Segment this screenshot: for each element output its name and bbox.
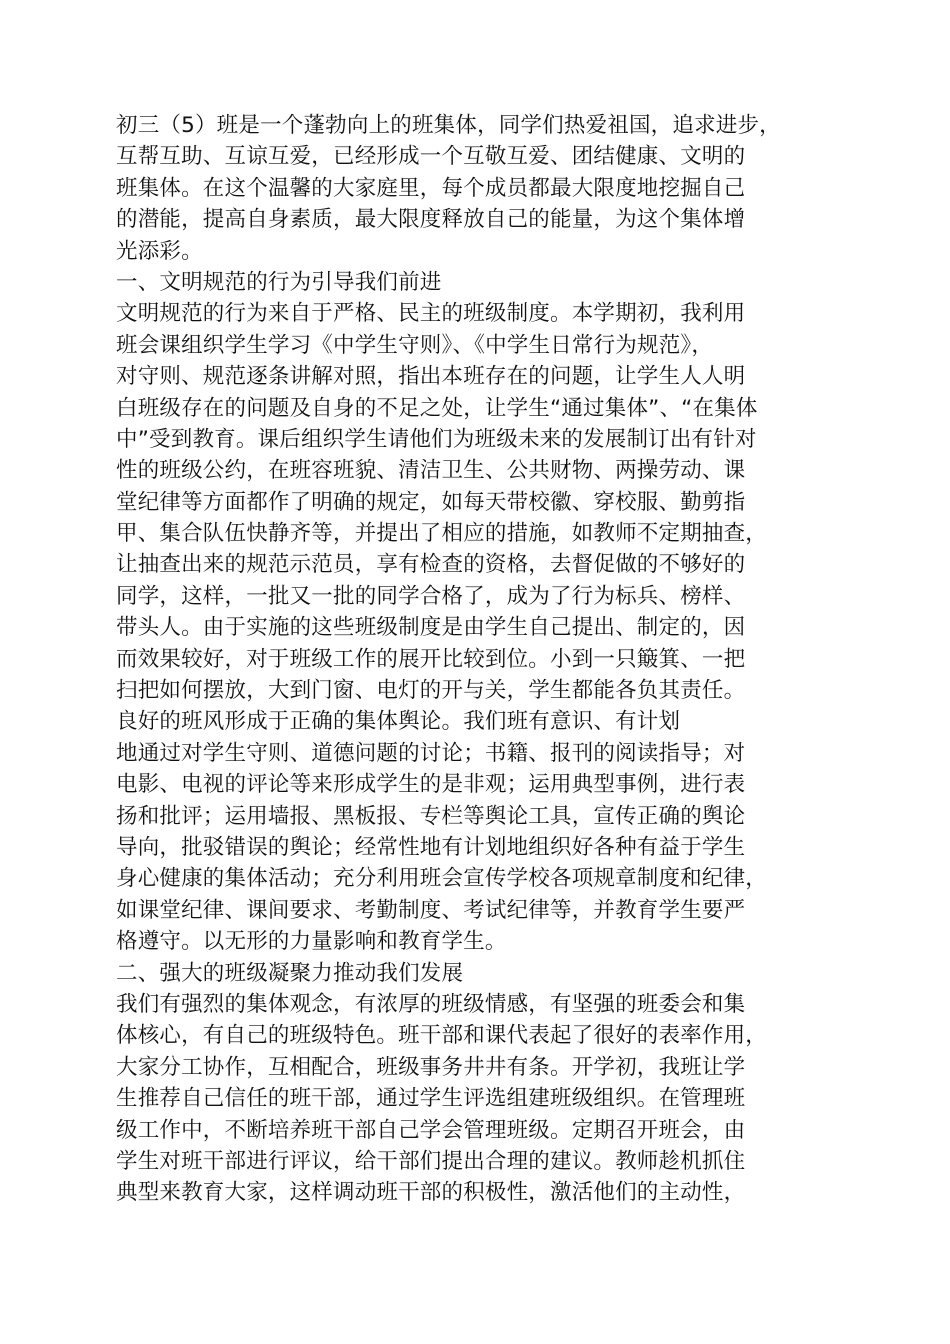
text-line: 光添彩。: [116, 238, 203, 264]
text-line: 甲、集合队伍快静齐等，并提出了相应的措施，如教师不定期抽查，: [116, 521, 768, 547]
text-line: 大家分工协作，互相配合，班级事务井井有条。开学初，我班让学: [116, 1054, 746, 1080]
text-line: 我们有强烈的集体观念，有浓厚的班级情感，有坚强的班委会和集: [116, 991, 746, 1017]
text-line: 的潜能，提高自身素质，最大限度释放自己的能量，为这个集体增: [116, 207, 746, 233]
text-line: 级工作中，不断培养班干部自己学会管理班级。定期召开班会，由: [116, 1117, 746, 1143]
section-heading: 二、强大的班级凝聚力推动我们发展: [116, 960, 464, 986]
text-line: 地通过对学生守则、道德问题的讨论；书籍、报刊的阅读指导；对: [116, 740, 746, 766]
text-line: 白班级存在的问题及自身的不足之处，让学生“通过集体”、“在集体: [116, 395, 758, 421]
text-line: 性的班级公约，在班容班貌、清洁卫生、公共财物、两操劳动、课: [116, 458, 746, 484]
text-line: 扫把如何摆放，大到门窗、电灯的开与关，学生都能各负其责任。: [116, 678, 746, 704]
text-line: 生推荐自己信任的班干部，通过学生评选组建班级组织。在管理班: [116, 1086, 746, 1112]
text-line: 让抽查出来的规范示范员，享有检查的资格，去督促做的不够好的: [116, 552, 746, 578]
text-line: 堂纪律等方面都作了明确的规定，如每天带校徽、穿校服、勤剪指: [116, 489, 746, 515]
text-line: 体核心，有自己的班级特色。班干部和课代表起了很好的表率作用，: [116, 1023, 768, 1049]
text-line: 而效果较好，对于班级工作的展开比较到位。小到一只簸箕、一把: [116, 646, 746, 672]
text-line: 中”受到教育。课后组织学生请他们为班级未来的发展制订出有针对: [116, 426, 757, 452]
text-line: 班会课组织学生学习《中学生守则》、《中学生日常行为规范》，: [116, 332, 714, 358]
text-line: 电影、电视的评论等来形成学生的是非观；运用典型事例，进行表: [116, 772, 746, 798]
text-line: 如课堂纪律、课间要求、考勤制度、考试纪律等，并教育学生要严: [116, 897, 746, 923]
text-line: 学生对班干部进行评议，给干部们提出合理的建议。教师趁机抓住: [116, 1148, 746, 1174]
text-line: 身心健康的集体活动；充分利用班会宣传学校各项规章制度和纪律，: [116, 866, 768, 892]
text-line: 互帮互助、互谅互爱，已经形成一个互敬互爱、团结健康、文明的: [116, 144, 746, 170]
document-body: [116, 110, 856, 1209]
text-line: 格遵守。以无形的力量影响和教育学生。: [116, 929, 507, 955]
text-line: 文明规范的行为来自于严格、民主的班级制度。本学期初，我利用: [116, 301, 746, 327]
text-line: 同学，这样，一批又一批的同学合格了，成为了行为标兵、榜样、: [116, 583, 746, 609]
text-line: 对守则、规范逐条讲解对照，指出本班存在的问题，让学生人人明: [116, 364, 746, 390]
text-line: 导向，批驳错误的舆论；经常性地有计划地组织好各种有益于学生: [116, 834, 746, 860]
text-line: 典型来教育大家，这样调动班干部的积极性，激活他们的主动性，: [116, 1180, 746, 1206]
text-line: 良好的班风形成于正确的集体舆论。我们班有意识、有计划: [116, 709, 681, 735]
text-line: 班集体。在这个温馨的大家庭里，每个成员都最大限度地挖掘自己: [116, 175, 746, 201]
text-line: 初三（5）班是一个蓬勃向上的班集体，同学们热爱祖国，追求进步，: [116, 113, 781, 138]
section-heading: 一、文明规范的行为引导我们前进: [116, 269, 442, 295]
text-line: 带头人。由于实施的这些班级制度是由学生自己提出、制定的，因: [116, 615, 746, 641]
text-line: 扬和批评；运用墙报、黑板报、专栏等舆论工具，宣传正确的舆论: [116, 803, 746, 829]
